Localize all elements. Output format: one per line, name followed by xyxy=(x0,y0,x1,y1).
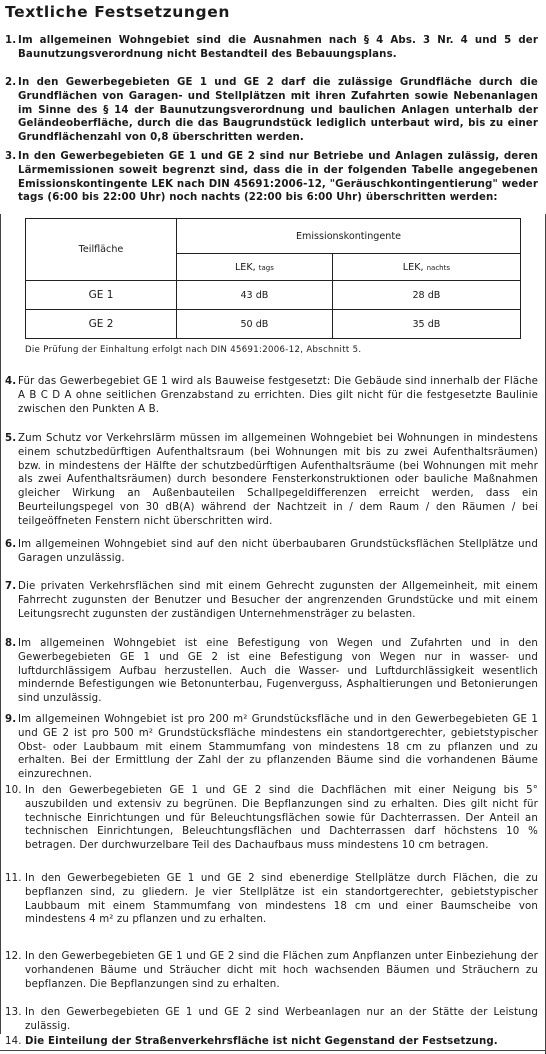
item-number: 14. xyxy=(5,1036,22,1047)
item-text: Die Einteilung der Straßenverkehrsfläche ist nicht Gegenstand der Festsetzung. xyxy=(25,1036,498,1047)
item-number: 5. xyxy=(5,433,17,444)
item-text: Im allgemeinen Wohngebiet sind die Ausnahmen nach § 4 Abs. 3 Nr. 4 und 5 der Baunutzungsverordnung nicht Bestandteil des Bebauungsplans. xyxy=(18,35,538,60)
list-item xyxy=(5,432,538,529)
list-item xyxy=(5,713,538,782)
table-note: Die Prüfung der Einhaltung erfolgt nach DIN 45691:2006-12, Abschnitt 5. xyxy=(25,345,362,355)
item-number: 6. xyxy=(5,539,17,550)
item-number: 7. xyxy=(5,581,17,592)
item-text: In den Gewerbegebieten GE 1 und GE 2 sind die Dachflächen mit einer Neigung bis 5° auszubilden und extensiv zu begrünen. Die Bepflanzungen sind zu erhalten. Dies gilt nicht für technische Einrichtungen und für Beleuchtungsflächen sowie für Dachterrassen. Der Anteil an technischen Einrichtungen, Beleuchtungsflächen und Dachterrassen darf höchstens 10 % betragen. Der durchwurzelbare Teil des Dachaufbaus muss mindestens 10 cm betragen. xyxy=(25,785,538,852)
page-title: Textliche Festsetzungen xyxy=(5,3,230,21)
item-text: In den Gewerbegebieten GE 1 und GE 2 sind die Flächen zum Anpflanzen unter Einbeziehung der vorhandenen Bäume und Sträucher dicht mit hoch wachsenden Bäumen und Sträuchern zu bepflanzen. Die Bepflanzungen sind zu erhalten. xyxy=(25,951,538,990)
emission-table xyxy=(25,218,521,339)
left-border xyxy=(0,214,1,1034)
list-item xyxy=(5,784,538,853)
item-text: In den Gewerbegebieten GE 1 und GE 2 sind nur Betriebe und Anlagen zulässig, deren Lärmemissionen soweit begrenzt sind, dass die in der folgenden Tabelle angegebenen Emissionskontingente LEK nach DIN 45691:2006-12, "Geräuschkontingentierung" weder tags (6:00 bis 22:00 Uhr) noch nachts (22:00 bis 6:00 Uhr) überschritten werden: xyxy=(18,151,538,204)
item-text: Die privaten Verkehrsflächen sind mit einem Gehrecht zugunsten der Allgemeinheit, mit einem Fahrrecht zugunsten der Benutzer und Besucher der angrenzenden Grundstücke und mit einem Leitungsrecht zugunsten der zuständigen Unternehmensträger zu belasten. xyxy=(18,581,538,620)
table-row xyxy=(26,310,521,339)
item-number: 9. xyxy=(5,714,17,725)
item-text: In den Gewerbegebieten GE 1 und GE 2 sind ebenerdige Stellplätze durch Flächen, die zu bepflanzen sind, zu gliedern. Je vier Stellplätze ist ein standortgerechter, gebietstypischer Laubbaum mit einem Stammumfang von mindestens 18 cm und einer Baumscheibe von mindestens 4 m² zu pflanzen und zu erhalten. xyxy=(25,873,538,926)
table-row xyxy=(26,281,521,310)
list-item xyxy=(5,375,538,416)
table-cell-area: GE 2 xyxy=(26,310,177,339)
item-text: Für das Gewerbegebiet GE 1 wird als Bauweise festgesetzt: Die Gebäude sind innerhalb der Fläche A B C D A ohne seitlichen Grenzabstand zu errichten. Dies gilt nicht für die festgesetzte Baulinie zwischen den Punkten A B. xyxy=(18,376,538,415)
item-text: Zum Schutz vor Verkehrslärm müssen im allgemeinen Wohngebiet bei Wohnungen in mindestens einem schutzbedürftigen Aufenthaltsraum (bei Wohnungen mit bis zu zwei Aufenthaltsräumen) bzw. in mindestens der Hälfte der schutzbedürftigen Aufenthaltsräume (bei Wohnungen mit mehr als zwei Aufenthaltsräumen) durch besondere Fensterkonstruktionen oder bauliche Maßnahmen gleicher Wirkung an Außenbauteilen Schallpegeldifferenzen erreicht werden, dass ein Beurteilungspegel von 30 dB(A) während der Nachtzeit in / dem Raum / den Räumen / bei teilgeöffneten Fenstern nicht überschritten wird. xyxy=(18,433,538,527)
list-item xyxy=(5,150,538,205)
list-item xyxy=(5,538,538,566)
list-item xyxy=(5,76,538,145)
list-item xyxy=(5,580,538,621)
bottom-border xyxy=(0,1050,546,1051)
list-item xyxy=(5,1006,538,1034)
table-cell-night: 28 dB xyxy=(332,281,520,310)
table-cell-day: 50 dB xyxy=(177,310,333,339)
table-cell-area: GE 1 xyxy=(26,281,177,310)
item-number: 3. xyxy=(5,151,17,162)
item-number: 10. xyxy=(5,785,22,796)
table-cell-day: 43 dB xyxy=(177,281,333,310)
table-header-lek-night: LEK, nachts xyxy=(332,254,520,281)
list-item xyxy=(5,1035,538,1049)
item-text: In den Gewerbegebieten GE 1 und GE 2 darf die zulässige Grundfläche durch die Grundflächen von Garagen- und Stellplätzen mit ihren Zufahrten sowie Nebenanlagen im Sinne des § 14 der Baunutzungsverordnung und baulichen Anlagen unterhalb der Geländeoberfläche, durch die das Baugrundstück lediglich unterbaut wird, bis zu einer Grundflächenzahl von 0,8 überschritten werden. xyxy=(18,77,538,144)
item-number: 12. xyxy=(5,951,22,962)
item-number: 13. xyxy=(5,1007,22,1018)
table-header-lek-day: LEK, tags xyxy=(177,254,333,281)
item-number: 1. xyxy=(5,35,17,46)
list-item xyxy=(5,950,538,991)
list-item xyxy=(5,637,538,706)
item-text: Im allgemeinen Wohngebiet ist pro 200 m² Grundstücksfläche und in den Gewerbegebieten GE 1 und GE 2 ist pro 500 m² Grundstücksfläche mindestens ein standortgerechter, gebietstypischer Obst- oder Laubbaum mit einem Stammumfang von mindestens 18 cm zu pflanzen und zu erhalten. Bei der Ermittlung der Zahl der zu pflanzenden Bäume sind die vorhandenen Bäume einzurechnen. xyxy=(18,714,538,781)
item-text: In den Gewerbegebieten GE 1 und GE 2 sind Werbeanlagen nur an der Stätte der Leistung zulässig. xyxy=(25,1007,538,1032)
list-item xyxy=(5,34,538,62)
item-text: Im allgemeinen Wohngebiet sind auf den nicht überbaubaren Grundstücksflächen Stellplätze und Garagen unzulässig. xyxy=(18,539,538,564)
table-cell-night: 35 dB xyxy=(332,310,520,339)
item-number: 11. xyxy=(5,873,22,884)
item-number: 2. xyxy=(5,77,17,88)
item-text: Im allgemeinen Wohngebiet ist eine Befestigung von Wegen und Zufahrten und in den Gewerbegebieten GE 1 und GE 2 ist eine Befestigung von Wegen nur in wasser- und luftdurchlässigem Aufbau herzustellen. Auch die Wasser- und Luftdurchlässigkeit wesentlich mindernde Befestigungen wie Betonunterbau, Fugenverguss, Asphaltierungen und Betonierungen sind unzulässig. xyxy=(18,638,538,705)
item-number: 4. xyxy=(5,376,17,387)
table-header-emission: Emissionskontingente xyxy=(177,219,521,254)
table-header-area: Teilfläche xyxy=(26,219,177,281)
item-number: 8. xyxy=(5,638,17,649)
list-item xyxy=(5,872,538,927)
